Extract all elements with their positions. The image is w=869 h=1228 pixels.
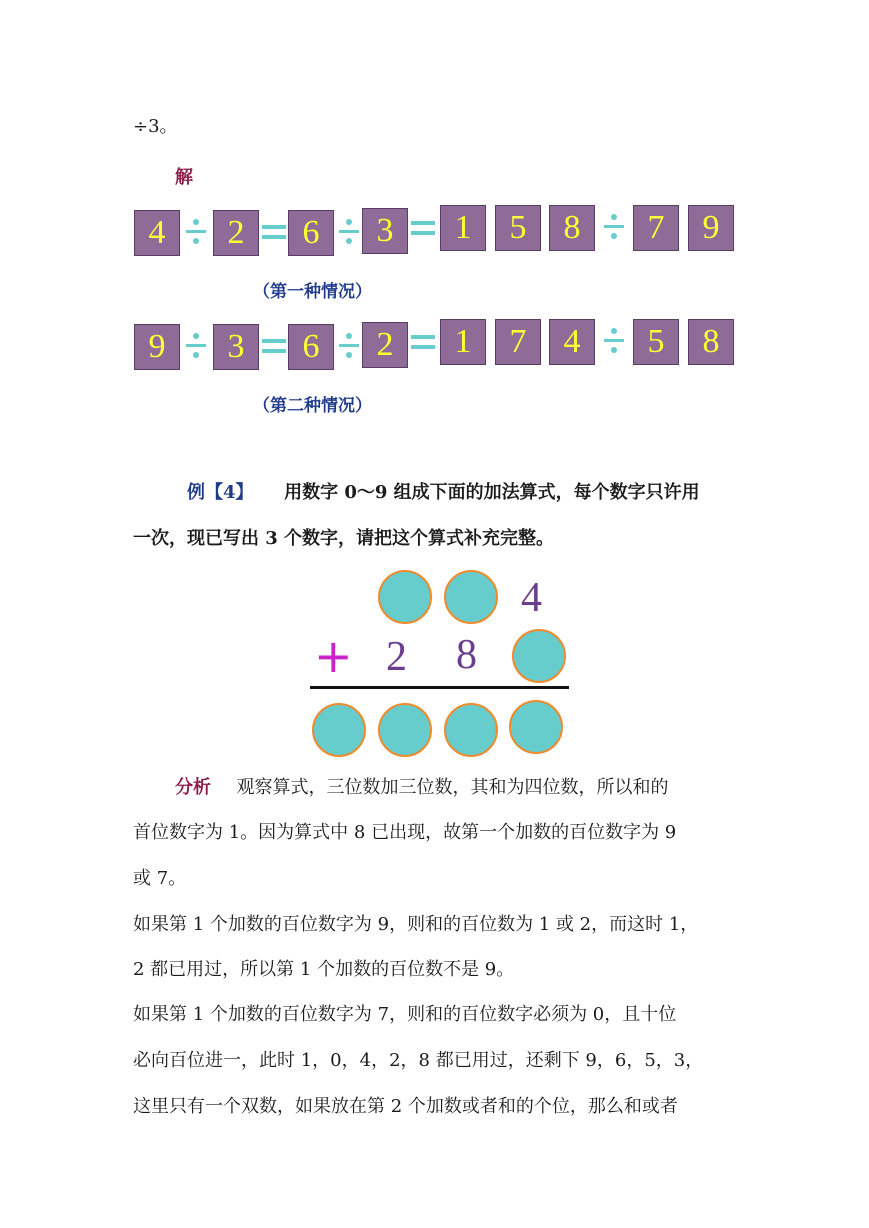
blank-circle: [378, 703, 432, 757]
example-heading: [187, 484, 700, 502]
equals-icon: [261, 210, 287, 254]
digit-box: 4: [549, 319, 595, 365]
analysis-line-2: 首位数字为 1。因为算式中 8 已出现，故第一个加数的百位数字为 9: [133, 822, 677, 843]
digit-box: 7: [495, 319, 541, 365]
blank-circle: [378, 570, 432, 624]
blank-circle: [444, 703, 498, 757]
digit-box: 4: [134, 210, 180, 256]
digit-box: 6: [288, 210, 334, 256]
divide-icon: [183, 210, 209, 254]
digit-box: 9: [688, 205, 734, 251]
divide-icon: [336, 210, 362, 254]
blank-circle: [512, 629, 566, 683]
addend-digit: 2: [386, 634, 407, 680]
text-fragment: ÷3。: [133, 116, 178, 137]
equals-icon: [410, 320, 436, 364]
analysis-line-7: 必向百位进一，此时 1，0，4，2，8 都已用过，还剩下 9，6，5，3，: [133, 1050, 704, 1071]
divide-icon: [601, 319, 627, 363]
example-text-line-1: 用数字 0～9 组成下面的加法算式，每个数字只许用: [284, 482, 700, 503]
analysis-label: 分析: [175, 777, 211, 798]
divide-icon: [601, 205, 627, 249]
divide-icon: [183, 324, 209, 368]
addend-digit: 8: [456, 632, 477, 678]
analysis-line-6: 如果第 1 个加数的百位数字为 7，则和的百位数字必须为 0，且十位: [133, 1004, 677, 1025]
analysis-line-1: [175, 779, 668, 797]
plus-sign: +: [314, 629, 353, 683]
analysis-line-8: 这里只有一个双数，如果放在第 2 个加数或者和的个位，那么和或者: [133, 1096, 678, 1117]
digit-box: 6: [288, 324, 334, 370]
blank-circle: [312, 703, 366, 757]
divide-icon: [336, 324, 362, 368]
digit-box: 1: [440, 205, 486, 251]
caption-case-2: （第二种情况）: [253, 396, 372, 416]
digit-box: 2: [362, 322, 408, 368]
analysis-line-4: 如果第 1 个加数的百位数字为 9，则和的百位数为 1 或 2，而这时 1，: [133, 914, 699, 935]
analysis-line-5: 2 都已用过，所以第 1 个加数的百位数不是 9。: [133, 959, 515, 980]
digit-box: 1: [440, 319, 486, 365]
analysis-line-3: 或 7。: [133, 868, 187, 889]
digit-box: 3: [213, 324, 259, 370]
example-text-line-2: 一次，现已写出 3 个数字，请把这个算式补充完整。: [133, 528, 555, 549]
blank-circle: [509, 700, 563, 754]
sum-line: [310, 686, 569, 689]
caption-case-1: （第一种情况）: [253, 282, 372, 302]
digit-box: 8: [549, 205, 595, 251]
addend-digit: 4: [521, 575, 542, 621]
equals-icon: [410, 206, 436, 250]
digit-box: 2: [213, 210, 259, 256]
analysis-text: 观察算式，三位数加三位数，其和为四位数，所以和的: [236, 777, 669, 798]
digit-box: 5: [633, 319, 679, 365]
example-label: 例【4】: [187, 482, 254, 503]
digit-box: 8: [688, 319, 734, 365]
digit-box: 9: [134, 324, 180, 370]
solution-label: 解: [175, 167, 193, 188]
digit-box: 5: [495, 205, 541, 251]
blank-circle: [444, 570, 498, 624]
equals-icon: [261, 324, 287, 368]
digit-box: 7: [633, 205, 679, 251]
digit-box: 3: [362, 208, 408, 254]
